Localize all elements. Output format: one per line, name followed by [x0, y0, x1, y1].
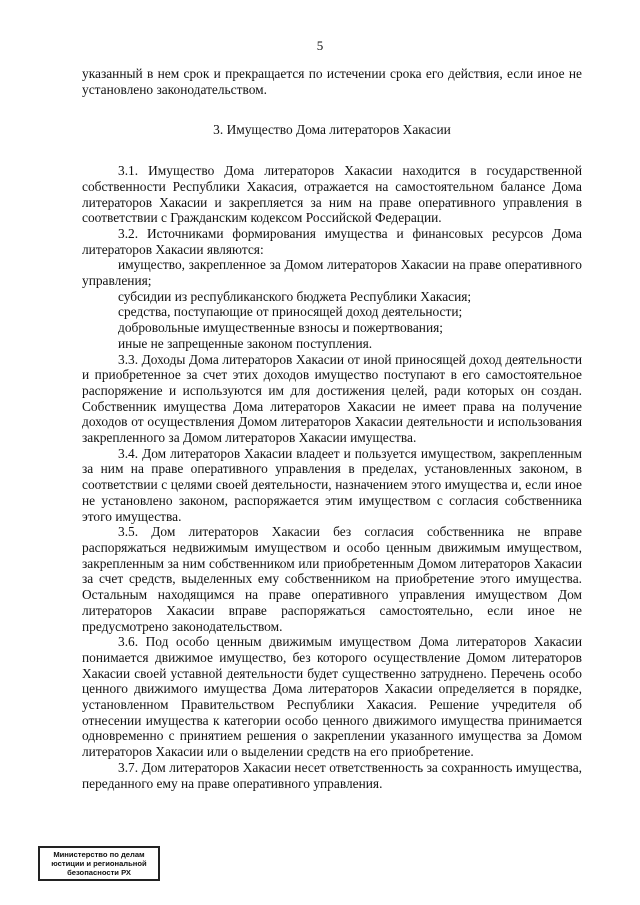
paragraph-3-6: 3.6. Под особо ценным движимым имуществом Дома литераторов Хакасии понимается движимое имущество, без которого осуществление Домом литераторов Хакасии своей уставной деятельности будет существенно затруднено. Перечень особо ценного движимого имущества Дома литераторов Хакасии определяется в порядке, установленном Правительством Республики Хакасия. Решение учредителя об отнесении имущества к категории особо ценного движимого имущества принимается одновременно с принятием решения о закреплении указанного имущества за Домом литераторов Хакасии или о выделении средств на его приобретение.	[82, 634, 582, 760]
paragraph-3-5: 3.5. Дом литераторов Хакасии без согласия собственника не вправе распоряжаться недвижимым имуществом и особо ценным движимым имуществом, закрепленным за ним собственником или приобретенным Домом литераторов Хакасии за счет средств, выделенных ему собственником на приобретение этого имущества. Остальным находящимся на праве оперативного управления имуществом Дом литераторов Хакасии вправе распоряжаться самостоятельно, если иное не предусмотрено законодательством.	[82, 524, 582, 634]
ministry-stamp	[38, 846, 160, 881]
page-number: 5	[316, 38, 324, 53]
paragraph-3-3: 3.3. Доходы Дома литераторов Хакасии от иной приносящей доход деятельности и приобретенное за счет этих доходов имущество поступают в его самостоятельное распоряжение и используются им для достижения целей, ради которых он создан. Собственник имущества Дома литераторов Хакасии не имеет права на получение доходов от осуществления Домом литераторов Хакасии деятельности и использования закрепленного за Домом литераторов Хакасии имущества.	[82, 351, 582, 446]
paragraph-3-4: 3.4. Дом литераторов Хакасии владеет и пользуется имуществом, закрепленным за ним на праве оперативного управления в пределах, установленных законом, в соответствии с целями своей деятельности, назначением этого имущества и, если иное не установлено законом, распоряжается этим имуществом с согласия собственника этого имущества.	[82, 445, 582, 524]
source-item: добровольные имущественные взносы и пожертвования;	[118, 320, 443, 336]
stamp-line: Министерство по делам	[53, 850, 145, 859]
document-body	[82, 66, 582, 791]
source-item: средства, поступающие от приносящей доход деятельности;	[118, 304, 463, 320]
source-item: иные не запрещенные законом поступления.	[118, 335, 373, 351]
paragraph-3-7: 3.7. Дом литераторов Хакасии несет ответственность за сохранность имущества, переданного ему на праве оперативного управления.	[82, 759, 582, 791]
paragraph-3-2: 3.2. Источниками формирования имущества и финансовых ресурсов Дома литераторов Хакасии являются:	[82, 225, 582, 257]
section-title: 3. Имущество Дома литераторов Хакасии	[213, 122, 451, 138]
intro-paragraph: указанный в нем срок и прекращается по истечении срока его действия, если иное не установлено законодательством.	[82, 66, 582, 97]
paragraph-3-1: 3.1. Имущество Дома литераторов Хакасии находится в государственной собственности Республики Хакасия, отражается на самостоятельном балансе Дома литераторов Хакасии и закрепляется за ним на праве оперативного управления в соответствии с Гражданским кодексом Российской Федерации.	[82, 163, 582, 226]
stamp-line: безопасности РХ	[67, 868, 131, 877]
source-item: субсидии из республиканского бюджета Республики Хакасия;	[118, 288, 472, 304]
source-item: имущество, закрепленное за Домом литераторов Хакасии на праве оперативного управления;	[82, 257, 582, 289]
stamp-line: юстиции и региональной	[51, 859, 147, 868]
